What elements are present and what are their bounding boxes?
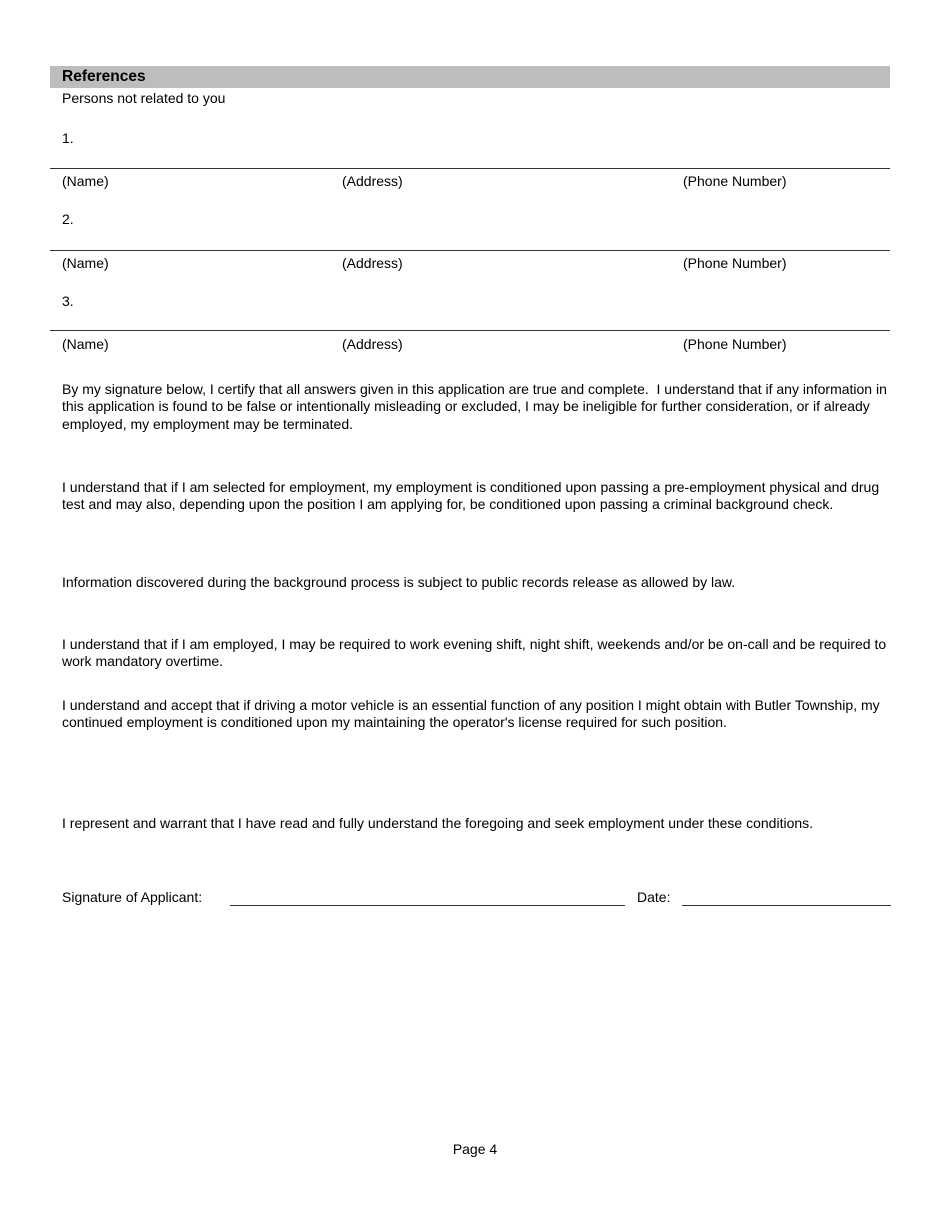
certification-paragraph-6: I represent and warrant that I have read and fully understand the foregoing and seek employment under these conditions. (62, 815, 814, 831)
reference-1-address-label: (Address) (342, 173, 403, 189)
certification-paragraph-3: Information discovered during the background process is subject to public records release as allowed by law. (62, 574, 736, 590)
reference-3-fill-line[interactable] (50, 330, 890, 331)
reference-2-number: 2. (62, 211, 74, 227)
reference-3-number: 3. (62, 293, 74, 309)
date-label: Date: (637, 889, 671, 905)
reference-1-number: 1. (62, 130, 74, 146)
section-header-bar (50, 66, 890, 88)
date-fill-line[interactable] (682, 888, 891, 906)
section-title: References (62, 68, 146, 85)
reference-1-fill-line[interactable] (50, 168, 890, 169)
certification-paragraph-2: I understand that if I am selected for employment, my employment is conditioned upon passing a pre-employment physical and drug test and may also, depending upon the position I am applying for, be conditioned upon passing a criminal background check. (62, 479, 883, 513)
certification-paragraph-1: By my signature below, I certify that all answers given in this application are true and complete. I understand that if any information in this application is found to be false or intentionally misleading or excluded, I may be ineligible for further consideration, or if already employed, my employment may be terminated. (62, 381, 891, 432)
signature-of-applicant-label: Signature of Applicant: (62, 889, 203, 905)
reference-3-phone-label: (Phone Number) (683, 336, 787, 352)
certification-paragraph-5: I understand and accept that if driving a motor vehicle is an essential function of any position I might obtain with Butler Township, my continued employment is conditioned upon my maintaining the operator's license required for such position. (62, 697, 884, 731)
reference-1-phone-label: (Phone Number) (683, 173, 787, 189)
reference-3-address-label: (Address) (342, 336, 403, 352)
reference-2-fill-line[interactable] (50, 250, 890, 251)
page-number-footer: Page 4 (452, 1141, 498, 1157)
signature-fill-line[interactable] (230, 888, 625, 906)
reference-2-address-label: (Address) (342, 255, 403, 271)
certification-paragraph-4: I understand that if I am employed, I may be required to work evening shift, night shift, weekends and/or be on-call and be required to work mandatory overtime. (62, 636, 891, 670)
reference-2-name-label: (Name) (62, 255, 109, 271)
section-subtitle: Persons not related to you (62, 90, 226, 106)
reference-2-phone-label: (Phone Number) (683, 255, 787, 271)
reference-3-name-label: (Name) (62, 336, 109, 352)
reference-1-name-label: (Name) (62, 173, 109, 189)
